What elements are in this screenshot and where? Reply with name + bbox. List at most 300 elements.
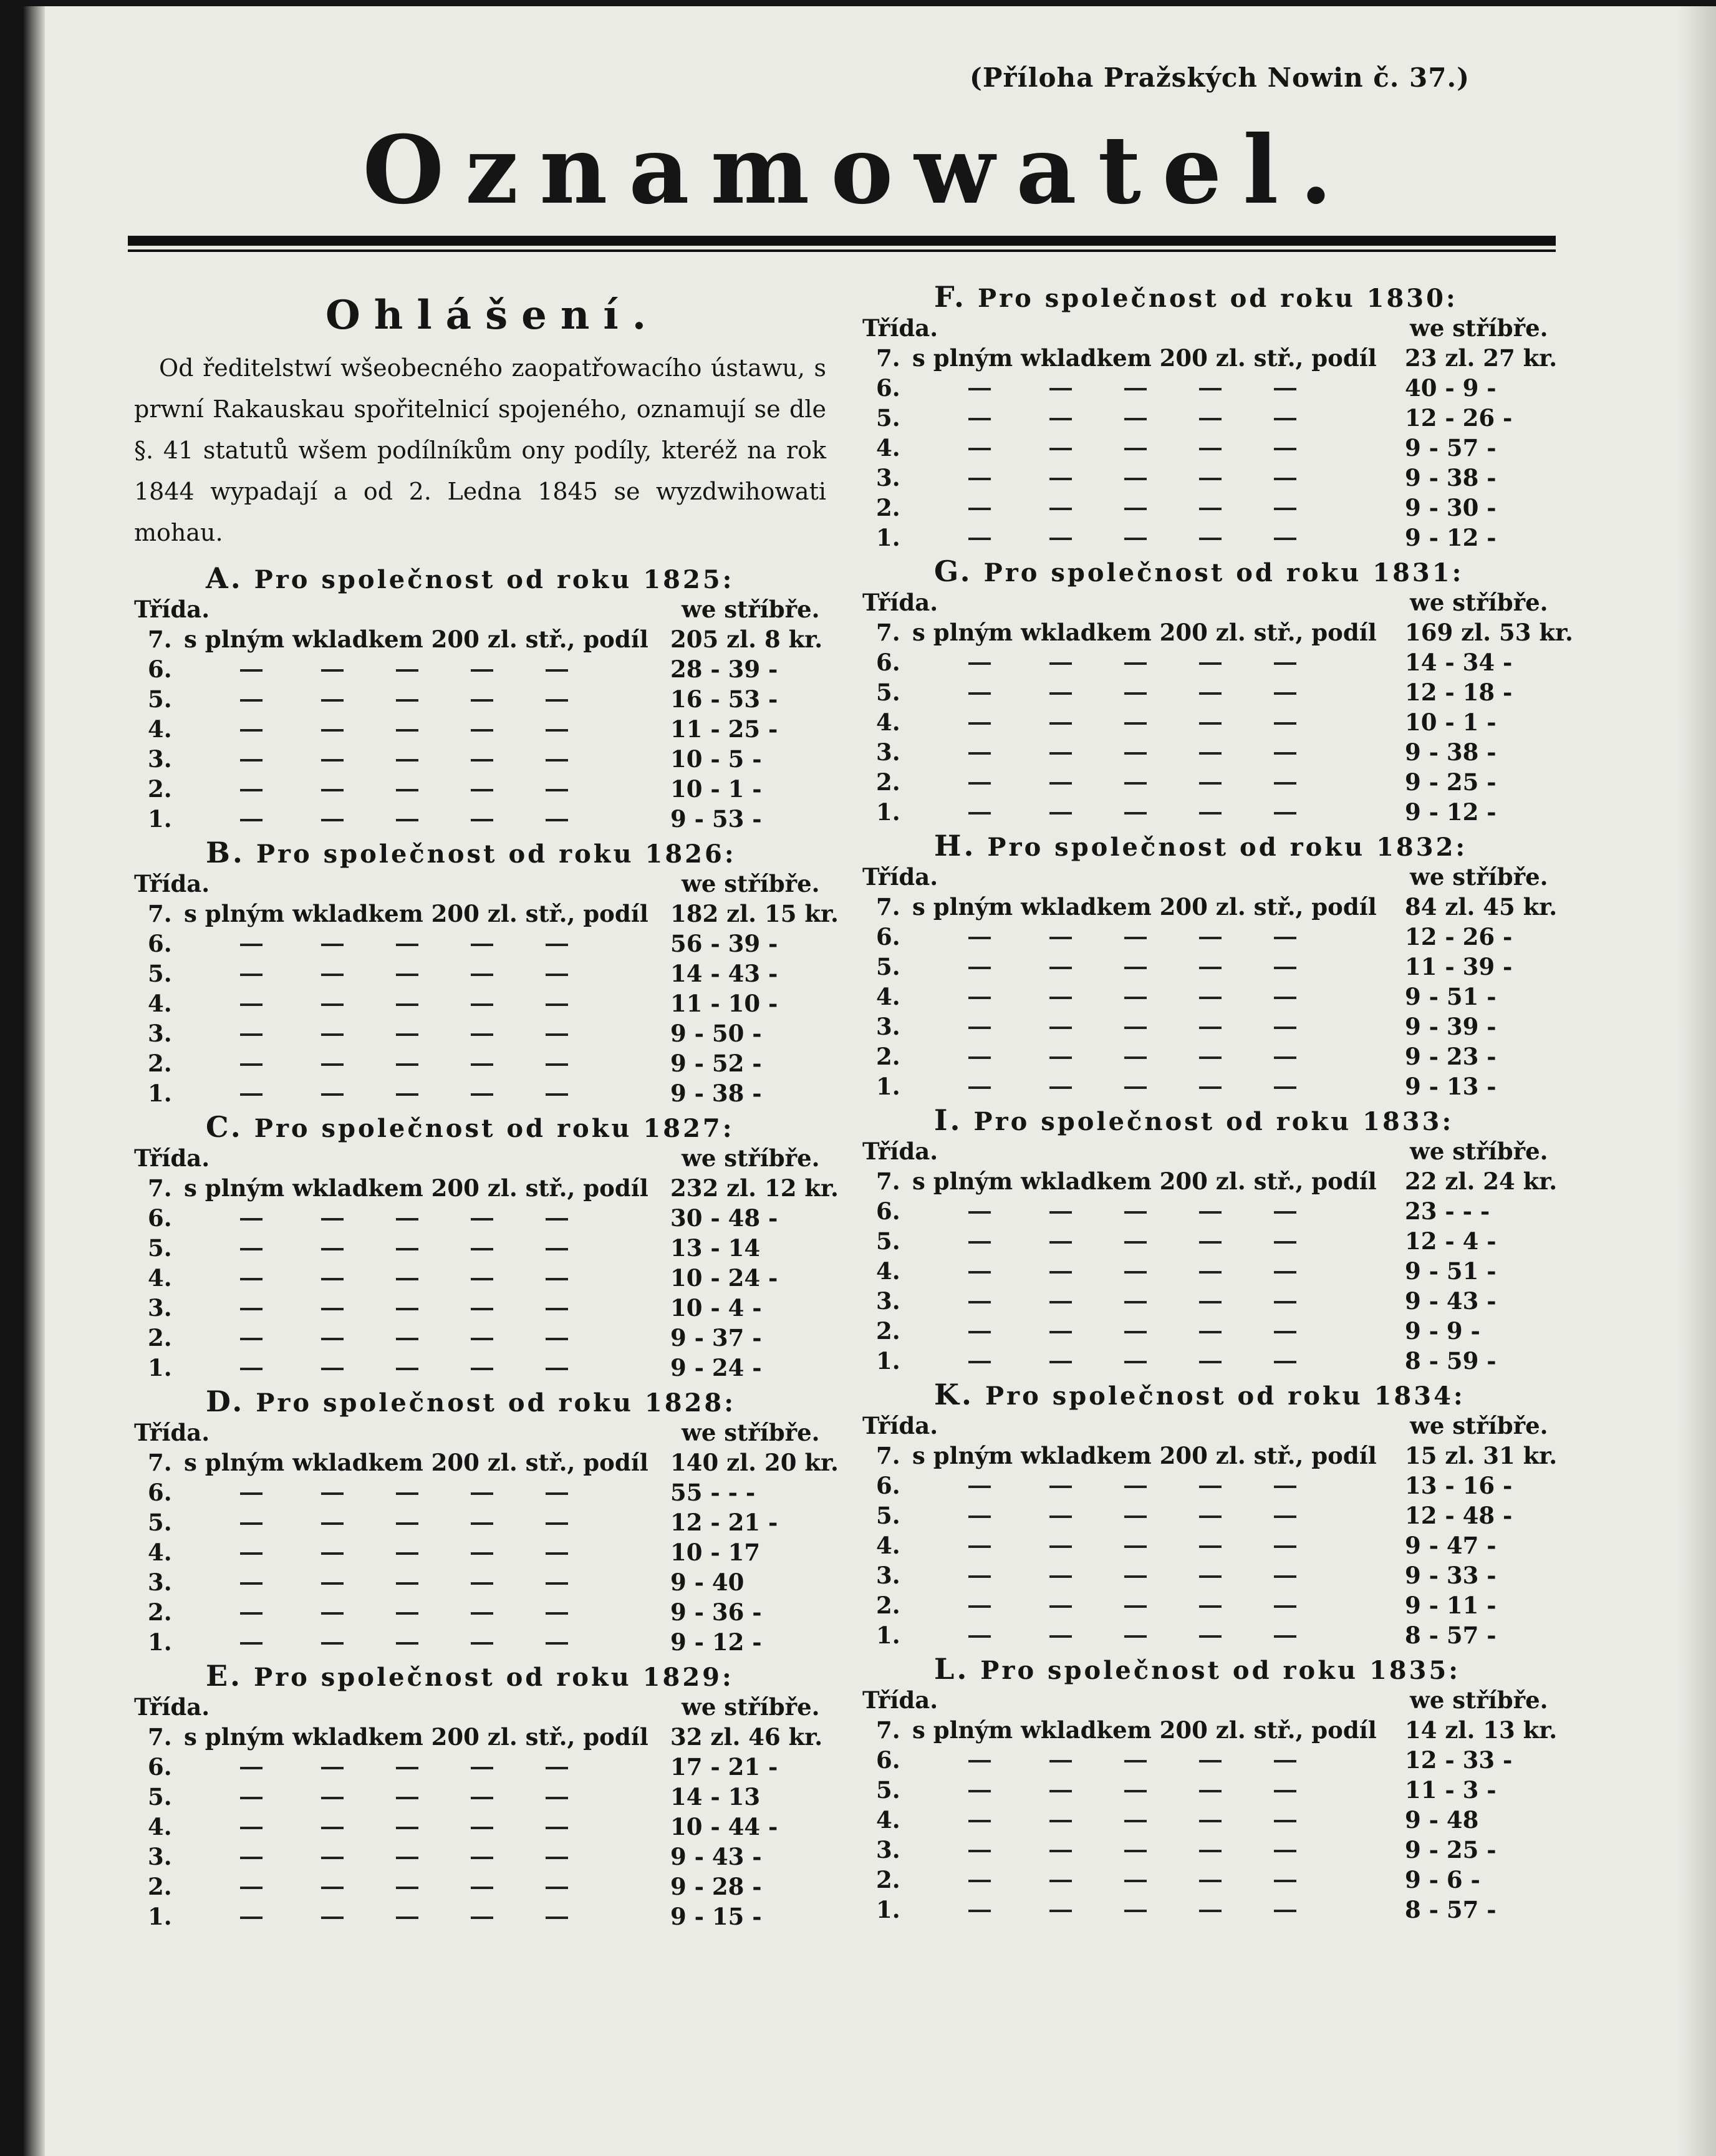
class-label: Třída. — [134, 1693, 210, 1721]
ditto-dash — [1124, 508, 1147, 510]
class-number: 7. — [876, 1716, 900, 1744]
ditto-dash — [546, 1368, 568, 1370]
ditto-dash — [1049, 1605, 1072, 1608]
share-amount: 12 - 48 - — [1405, 1502, 1513, 1529]
ditto-dash — [321, 1857, 344, 1859]
ditto-dash — [240, 1612, 263, 1615]
company-section — [134, 1111, 851, 1383]
ditto-dash — [546, 699, 568, 702]
share-amount: 11 - 3 - — [1405, 1776, 1497, 1804]
class-number: 6. — [876, 923, 900, 950]
table-row — [134, 1233, 851, 1263]
ditto-dash — [396, 1582, 418, 1585]
class-number: 7. — [876, 1167, 900, 1195]
ditto-dash — [1049, 1241, 1072, 1244]
share-amount: 9 - 24 - — [670, 1354, 762, 1381]
ditto-dash — [546, 944, 568, 946]
class-label: Třída. — [134, 870, 210, 897]
table-row — [134, 1627, 851, 1657]
share-amount: 9 - 57 - — [1405, 434, 1497, 462]
section-title: Pro společnost od roku 1829: — [254, 1663, 734, 1692]
table-row — [862, 892, 1579, 922]
ditto-dash — [240, 1278, 263, 1280]
section-letter: G. — [934, 554, 973, 588]
class-number: 5. — [876, 953, 900, 980]
ditto-dash — [471, 1827, 493, 1829]
class-number: 3. — [876, 1562, 900, 1589]
ditto-dash — [1274, 1027, 1296, 1029]
ditto-dash — [471, 759, 493, 761]
share-amount: 23 - - - — [1405, 1197, 1490, 1225]
ditto-dash — [968, 752, 991, 755]
ditto-dash — [1049, 1790, 1072, 1792]
share-amount: 12 - 21 - — [670, 1509, 778, 1536]
table-header — [134, 1692, 851, 1722]
ditto-dash — [546, 1063, 568, 1066]
ditto-dash — [1199, 448, 1222, 450]
share-amount: 9 - 28 - — [670, 1873, 762, 1900]
share-amount: 9 - 12 - — [1405, 524, 1497, 551]
company-section — [134, 562, 851, 834]
ditto-dash — [471, 974, 493, 976]
ditto-dash — [1199, 1361, 1222, 1363]
class-number: 4. — [876, 1806, 900, 1834]
table-row — [862, 1530, 1579, 1560]
ditto-dash — [321, 1063, 344, 1066]
ditto-dash — [1274, 1211, 1296, 1214]
ditto-dash — [968, 937, 991, 939]
ditto-dash — [968, 722, 991, 725]
ditto-dash — [1124, 1635, 1147, 1638]
table-row — [862, 922, 1579, 952]
class-number: 1. — [876, 798, 900, 826]
ditto-dash — [1274, 1241, 1296, 1244]
ditto-dash — [1049, 1331, 1072, 1333]
table-row — [134, 744, 851, 774]
share-amount: 9 - 12 - — [670, 1628, 762, 1656]
share-amount: 8 - 57 - — [1405, 1622, 1497, 1649]
ditto-dash — [240, 1063, 263, 1066]
share-amount: 12 - 4 - — [1405, 1227, 1497, 1255]
class-number: 5. — [876, 1502, 900, 1529]
ditto-dash — [1274, 1301, 1296, 1303]
table-row — [134, 1018, 851, 1048]
ditto-dash — [968, 692, 991, 695]
ditto-dash — [1274, 1605, 1296, 1608]
table-row — [862, 1166, 1579, 1196]
ditto-dash — [1124, 1241, 1147, 1244]
ditto-dash — [1049, 662, 1072, 665]
table-row — [134, 1078, 851, 1108]
table-row — [862, 1256, 1579, 1286]
class-number: 4. — [876, 708, 900, 736]
ditto-dash — [471, 1033, 493, 1036]
class-number: 5. — [876, 1227, 900, 1255]
class-number: 6. — [148, 1479, 172, 1506]
ditto-dash — [968, 1910, 991, 1912]
ditto-dash — [1049, 782, 1072, 785]
section-title: Pro společnost od roku 1831: — [983, 558, 1464, 587]
ditto-dash — [240, 1218, 263, 1221]
table-row — [862, 1895, 1579, 1925]
class-number: 2. — [876, 768, 900, 796]
ditto-dash — [396, 1218, 418, 1221]
share-amount: 9 - 11 - — [1405, 1592, 1497, 1619]
ditto-dash — [240, 1582, 263, 1585]
class-label: Třída. — [862, 1412, 938, 1439]
table-row — [134, 1323, 851, 1353]
ditto-dash — [321, 1797, 344, 1799]
class-number: 5. — [876, 1776, 900, 1804]
ditto-dash — [1274, 478, 1296, 480]
ditto-dash — [1274, 1331, 1296, 1333]
table-header — [134, 1418, 851, 1448]
ditto-dash — [321, 1248, 344, 1250]
ditto-dash — [240, 1642, 263, 1645]
class-number: 6. — [876, 1472, 900, 1499]
ditto-dash — [1199, 1850, 1222, 1852]
ditto-dash — [1274, 752, 1296, 755]
ditto-dash — [1124, 1486, 1147, 1488]
ditto-dash — [240, 1797, 263, 1799]
ditto-dash — [546, 1857, 568, 1859]
class-number: 5. — [148, 1783, 172, 1810]
share-amount: 12 - 18 - — [1405, 679, 1513, 706]
table-row — [134, 654, 851, 684]
class-number: 4. — [148, 1813, 172, 1840]
ditto-dash — [396, 974, 418, 976]
ditto-dash — [321, 1368, 344, 1370]
ditto-dash — [1049, 1027, 1072, 1029]
section-heading — [134, 836, 851, 869]
class-number: 6. — [148, 1204, 172, 1232]
ditto-dash — [1124, 967, 1147, 969]
ditto-dash — [240, 1917, 263, 1919]
share-amount: 9 - 36 - — [670, 1598, 762, 1626]
table-row — [862, 373, 1579, 403]
ditto-dash — [1049, 1361, 1072, 1363]
table-row — [134, 1782, 851, 1812]
table-row — [134, 714, 851, 744]
class-number: 3. — [148, 1843, 172, 1870]
currency-label: we stříbře. — [682, 1144, 820, 1172]
share-amount: 14 - 34 - — [1405, 649, 1513, 676]
ditto-dash — [1199, 508, 1222, 510]
ditto-dash — [1199, 1241, 1222, 1244]
class-number: 5. — [148, 960, 172, 987]
row-description: s plným wkladkem 200 zl. stř., podíl — [912, 619, 1377, 646]
ditto-dash — [471, 1368, 493, 1370]
share-amount: 22 zl. 24 kr. — [1405, 1167, 1558, 1195]
ditto-dash — [1199, 1760, 1222, 1762]
ditto-dash — [471, 1093, 493, 1096]
ditto-dash — [1274, 1545, 1296, 1548]
table-header — [134, 869, 851, 899]
class-number: 5. — [148, 685, 172, 713]
currency-label: we stříbře. — [682, 596, 820, 623]
share-amount: 9 - 12 - — [1405, 798, 1497, 826]
ditto-dash — [1199, 1880, 1222, 1882]
table-row — [862, 1012, 1579, 1042]
ditto-dash — [1199, 538, 1222, 540]
share-amount: 16 - 53 - — [670, 685, 778, 713]
ditto-dash — [396, 1492, 418, 1495]
ditto-dash — [546, 1248, 568, 1250]
table-row — [134, 624, 851, 654]
class-label: Třída. — [862, 1686, 938, 1714]
ditto-dash — [471, 1063, 493, 1066]
share-amount: 10 - 1 - — [670, 775, 762, 803]
ditto-dash — [1049, 1086, 1072, 1089]
row-description: s plným wkladkem 200 zl. stř., podíl — [912, 1716, 1377, 1744]
table-row — [862, 1286, 1579, 1316]
share-amount: 32 zl. 46 kr. — [670, 1723, 823, 1751]
ditto-dash — [1124, 1545, 1147, 1548]
table-row — [862, 1835, 1579, 1865]
ditto-dash — [1049, 1635, 1072, 1638]
table-row — [862, 982, 1579, 1012]
ditto-dash — [1199, 812, 1222, 815]
ditto-dash — [471, 819, 493, 821]
table-row — [862, 463, 1579, 493]
ditto-dash — [471, 1492, 493, 1495]
ditto-dash — [1199, 1545, 1222, 1548]
table-row — [134, 1048, 851, 1078]
table-row — [862, 1620, 1579, 1650]
masthead-title: Oznamowatel. — [362, 115, 1354, 225]
row-description: s plným wkladkem 200 zl. stř., podíl — [184, 1449, 648, 1476]
ditto-dash — [968, 1790, 991, 1792]
share-amount: 11 - 25 - — [670, 715, 778, 743]
table-row — [134, 1872, 851, 1902]
ditto-dash — [321, 1552, 344, 1555]
class-number: 6. — [148, 930, 172, 957]
share-amount: 232 zl. 12 kr. — [670, 1174, 839, 1202]
table-row — [862, 737, 1579, 767]
ditto-dash — [1124, 478, 1147, 480]
share-amount: 55 - - - — [670, 1479, 756, 1506]
class-number: 2. — [876, 494, 900, 521]
ditto-dash — [1049, 967, 1072, 969]
table-row — [862, 1715, 1579, 1745]
table-row — [134, 1597, 851, 1627]
company-section — [862, 829, 1579, 1101]
ditto-dash — [396, 759, 418, 761]
table-row — [862, 1071, 1579, 1101]
ditto-dash — [546, 1003, 568, 1006]
ditto-dash — [1049, 478, 1072, 480]
class-number: 4. — [876, 1532, 900, 1559]
ditto-dash — [1124, 1056, 1147, 1059]
ditto-dash — [396, 1248, 418, 1250]
table-row — [862, 1042, 1579, 1071]
share-amount: 17 - 21 - — [670, 1753, 778, 1781]
row-description: s plným wkladkem 200 zl. stř., podíl — [184, 1174, 648, 1202]
table-row — [134, 1902, 851, 1931]
company-section — [862, 1104, 1579, 1376]
ditto-dash — [240, 1368, 263, 1370]
ditto-dash — [1274, 418, 1296, 420]
ditto-dash — [1199, 1211, 1222, 1214]
section-heading — [134, 1111, 851, 1143]
ditto-dash — [1199, 1486, 1222, 1488]
share-amount: 14 - 13 — [670, 1783, 761, 1810]
class-number: 2. — [876, 1592, 900, 1619]
ditto-dash — [1124, 1515, 1147, 1518]
share-amount: 56 - 39 - — [670, 930, 778, 957]
ditto-dash — [471, 669, 493, 672]
ditto-dash — [240, 729, 263, 732]
ditto-dash — [1049, 1850, 1072, 1852]
table-row — [862, 1226, 1579, 1256]
table-row — [862, 403, 1579, 433]
ditto-dash — [968, 1575, 991, 1578]
share-amount: 9 - 53 - — [670, 805, 762, 833]
ditto-dash — [321, 1522, 344, 1525]
table-row — [862, 1745, 1579, 1775]
ditto-dash — [546, 1278, 568, 1280]
ditto-dash — [1124, 418, 1147, 420]
ditto-dash — [1124, 752, 1147, 755]
class-number: 2. — [876, 1317, 900, 1345]
ditto-dash — [546, 759, 568, 761]
table-row — [134, 1173, 851, 1203]
section-title: Pro společnost od roku 1832: — [987, 833, 1468, 862]
ditto-dash — [968, 1820, 991, 1822]
ditto-dash — [546, 1552, 568, 1555]
share-amount: 9 - 51 - — [1405, 983, 1497, 1010]
share-amount: 13 - 14 — [670, 1234, 761, 1262]
ditto-dash — [546, 1767, 568, 1769]
section-title: Pro společnost od roku 1834: — [985, 1381, 1465, 1411]
class-number: 1. — [148, 1628, 172, 1656]
ditto-dash — [1049, 1910, 1072, 1912]
ditto-dash — [1124, 782, 1147, 785]
table-row — [862, 1196, 1579, 1226]
ditto-dash — [240, 1003, 263, 1006]
ditto-dash — [968, 388, 991, 390]
ditto-dash — [240, 759, 263, 761]
share-amount: 9 - 43 - — [670, 1843, 762, 1870]
row-description: s plným wkladkem 200 zl. stř., podíl — [912, 893, 1377, 921]
class-number: 2. — [148, 1050, 172, 1077]
class-number: 2. — [148, 1324, 172, 1351]
class-number: 2. — [148, 1598, 172, 1626]
ditto-dash — [1274, 937, 1296, 939]
ditto-dash — [1049, 1880, 1072, 1882]
ditto-dash — [1049, 752, 1072, 755]
share-amount: 12 - 33 - — [1405, 1746, 1513, 1774]
ditto-dash — [1124, 1086, 1147, 1089]
ditto-dash — [1049, 1271, 1072, 1274]
ditto-dash — [396, 1642, 418, 1645]
ditto-dash — [396, 1063, 418, 1066]
class-number: 3. — [876, 1836, 900, 1864]
class-number: 3. — [876, 1287, 900, 1315]
ditto-dash — [471, 1582, 493, 1585]
ditto-dash — [1124, 1820, 1147, 1822]
ditto-dash — [968, 478, 991, 480]
row-description: s plným wkladkem 200 zl. stř., podíl — [184, 1723, 648, 1751]
table-header — [134, 1143, 851, 1173]
ditto-dash — [471, 1522, 493, 1525]
ditto-dash — [1199, 782, 1222, 785]
ditto-dash — [968, 508, 991, 510]
ditto-dash — [321, 1642, 344, 1645]
ditto-dash — [968, 538, 991, 540]
share-amount: 10 - 5 - — [670, 745, 762, 773]
class-number: 2. — [876, 1043, 900, 1070]
ditto-dash — [546, 789, 568, 791]
currency-label: we stříbře. — [1410, 1686, 1548, 1714]
ditto-dash — [1124, 1880, 1147, 1882]
ditto-dash — [396, 699, 418, 702]
table-row — [862, 677, 1579, 707]
ditto-dash — [968, 1760, 991, 1762]
ditto-dash — [968, 1850, 991, 1852]
section-letter: F. — [934, 280, 967, 314]
ditto-dash — [546, 1033, 568, 1036]
ditto-dash — [1049, 448, 1072, 450]
ditto-dash — [968, 1545, 991, 1548]
row-description: s plným wkladkem 200 zl. stř., podíl — [912, 1442, 1377, 1469]
ditto-dash — [1274, 1486, 1296, 1488]
class-number: 2. — [148, 775, 172, 803]
ditto-dash — [471, 1857, 493, 1859]
share-amount: 9 - 52 - — [670, 1050, 762, 1077]
ditto-dash — [1124, 1027, 1147, 1029]
ditto-dash — [1124, 722, 1147, 725]
ditto-dash — [240, 1827, 263, 1829]
table-row — [134, 774, 851, 804]
table-header — [862, 313, 1579, 343]
class-label: Třída. — [134, 596, 210, 623]
ditto-dash — [1124, 1850, 1147, 1852]
section-title: Pro společnost od roku 1826: — [256, 839, 736, 869]
class-number: 2. — [876, 1866, 900, 1893]
ditto-dash — [1049, 692, 1072, 695]
share-amount: 10 - 44 - — [670, 1813, 778, 1840]
table-row — [862, 1805, 1579, 1835]
ditto-dash — [546, 819, 568, 821]
ditto-dash — [396, 1857, 418, 1859]
company-section — [134, 1385, 851, 1657]
ditto-dash — [471, 944, 493, 946]
class-number: 5. — [876, 679, 900, 706]
ditto-dash — [1124, 812, 1147, 815]
ditto-dash — [1274, 1880, 1296, 1882]
ditto-dash — [968, 967, 991, 969]
ditto-dash — [471, 1308, 493, 1310]
ditto-dash — [968, 1301, 991, 1303]
ditto-dash — [1124, 1605, 1147, 1608]
share-amount: 9 - 50 - — [670, 1020, 762, 1047]
ditto-dash — [546, 1887, 568, 1889]
class-number: 1. — [876, 1347, 900, 1375]
ditto-dash — [240, 1093, 263, 1096]
ditto-dash — [396, 1308, 418, 1310]
ditto-dash — [321, 974, 344, 976]
section-title: Pro společnost od roku 1827: — [254, 1114, 735, 1143]
ditto-dash — [1049, 1486, 1072, 1488]
ditto-dash — [396, 729, 418, 732]
ditto-dash — [1274, 1086, 1296, 1089]
ditto-dash — [321, 1003, 344, 1006]
share-amount: 15 zl. 31 kr. — [1405, 1442, 1558, 1469]
ditto-dash — [321, 1033, 344, 1036]
ditto-dash — [471, 1552, 493, 1555]
share-amount: 205 zl. 8 kr. — [670, 626, 823, 653]
